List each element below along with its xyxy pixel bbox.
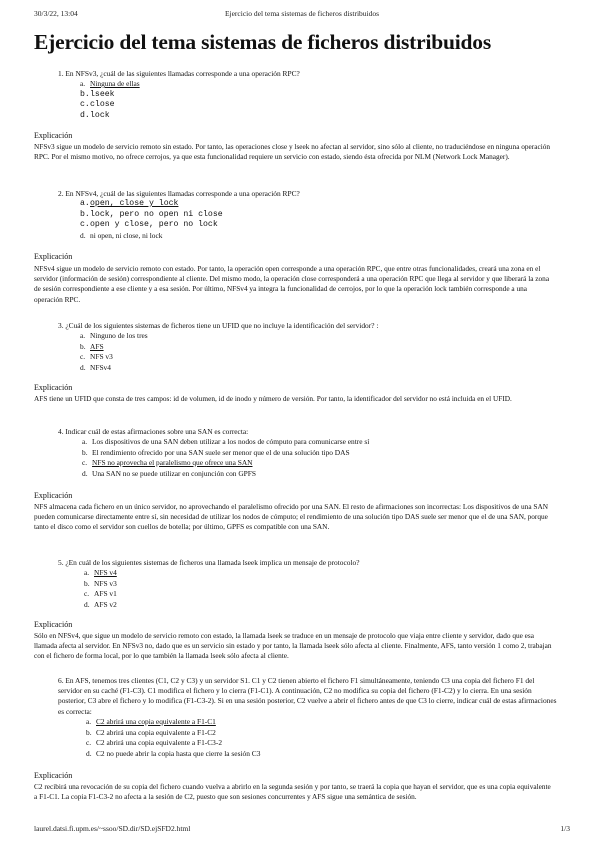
option[interactable]: a. Ninguno de los tres	[80, 331, 148, 340]
question-5: 5. ¿En cuál de los siguientes sistemas de ficheros una llamada lseek implica un mensaje de protocolo?	[58, 558, 360, 567]
explanation-heading: Explicación	[34, 383, 73, 392]
question-2: 2. En NFSv4, ¿cuál de las siguientes llamadas corresponde a una operación RPC?	[58, 189, 300, 198]
question-1-options	[80, 79, 140, 121]
explanation-heading: Explicación	[34, 252, 73, 261]
explanation-1: NFSv3 sigue un modelo de servicio remoto sin estado. Por tanto, las operaciones close y lseek no afectan al servidor, sino sólo al cliente, no traduciéndose en ninguna operación RPC. Por el mismo motivo, no ofrece cerrojos, ya que esta funcionalidad requiere un servicio con estado, siendo ésta ofrecida por NLM (Network Lock Manager).	[34, 142, 551, 162]
correct-answer: AFS	[90, 341, 104, 351]
option[interactable]: c.open y close, pero no lock	[80, 220, 218, 229]
question-3: 3. ¿Cuál de los siguientes sistemas de ficheros tiene un UFID que no incluye la identificación del servidor? :	[58, 321, 379, 330]
explanation-3: AFS tiene un UFID que consta de tres campos: id de volumen, id de inodo y número de versión. Por tanto, la identificador del servidor no está incluida en el UFID.	[34, 394, 512, 403]
print-doc-title: Ejercicio del tema sistemas de ficheros distribuidos	[224, 9, 380, 18]
correct-answer: open, close y lock	[90, 199, 179, 208]
option[interactable]: a.open, close y lock	[80, 199, 179, 208]
question-1: 1. En NFSv3, ¿cuál de las siguientes llamadas corresponde a una operación RPC?	[58, 69, 300, 78]
question-3-options	[80, 331, 148, 373]
correct-answer: C2 abrirá una copia equivalente a F1-C1	[96, 717, 216, 726]
correct-answer: Ninguna de ellas	[90, 79, 140, 88]
explanation-2: NFSv4 sigue un modelo de servicio remoto con estado. Por tanto, la operación open corresponde a una operación RPC, que entre otras funcionalidades, creará una zona en el servidor (información de sesión) correspondiente al cliente. Del mismo modo, la operación close corresponderá a una operación RPC que llega al servidor y que liberará la zona de sesión correspondiente a ese cliente y a esa sesión. Por último, NFSv4 ya integra la funcionalidad de cerrojos, por lo que la operación lock también corresponde a una operación RPC.	[34, 264, 550, 304]
explanation-4: NFS almacena cada fichero en un único servidor, no aprovechando el paralelismo ofrecido por una SAN. El resto de afirmaciones son incorrectas: Los dispositivos de una SAN pueden comunicarse directamente entre sí, sin necesidad de utilizar los nodos de cómputo; el rendimiento de una solución tipo DAS suele ser menor que el de una SAN, porque tanto el disco como el servidor son cuellos de botella; por último, GPFS es compatible con una SAN.	[34, 502, 548, 532]
question-6: 6. En AFS, tenemos tres clientes (C1, C2 y C3) y un servidor S1. C1 y C2 tienen abierto el fichero F1 simultáneamente, teniendo C3 una copia del fichero F1 del servidor en su caché (F1-C3). C1 modifica el fichero y lo cierra (F1-C1). A continuación, C2 no modifica su copia del fichero (F1-C2) y lo cierra. En una sesión posterior, C3 abre el fichero y lo modifica (F1-C3-2). Si en una sesión posterior, C2 vuelve a abrir el fichero antes de que C3 lo cierre, indicar cuál de estas afirmaciones es correcta:	[58, 676, 557, 716]
option[interactable]: b. El rendimiento ofrecido por una SAN suele ser menor que el de una solución tipo DAS	[82, 447, 350, 457]
explanation-heading: Explicación	[34, 620, 73, 629]
option[interactable]: c. NFS v3	[80, 352, 113, 361]
page-number: 1/3	[560, 824, 570, 833]
explanation-heading: Explicación	[34, 491, 73, 500]
option[interactable]: a. C2 abrirá una copia equivalente a F1-C1	[86, 717, 216, 726]
print-datetime: 30/3/22, 13:04	[34, 9, 78, 18]
question-6-options	[86, 717, 260, 759]
explanation-heading: Explicación	[34, 131, 73, 140]
explanation-5: Sólo en NFSv4, que sigue un modelo de servicio remoto con estado, la llamada lseek se traduce en un mensaje de protocolo que viaja entre cliente y servidor, dado que esa llamada afecta al servidor. En NFSv3 no, dado que es un servicio sin estado y por tanto, la llamada lseek sólo afecta al cliente. Finalmente, AFS, tanto versión 1 como 2, trabajan con el fichero de forma local, por lo que también la llamada lseek sólo afecta al cliente.	[34, 631, 552, 661]
option[interactable]: b.lseek	[80, 89, 115, 99]
option[interactable]: c. C2 abrirá una copia equivalente a F1-C3-2	[86, 738, 223, 747]
option[interactable]: b. C2 abrirá una copia equivalente a F1-C2	[86, 727, 216, 737]
option[interactable]: c. NFS no aprovecha el paralelismo que ofrece una SAN	[82, 458, 253, 467]
option[interactable]: d. ni open, ni close, ni lock	[80, 230, 163, 240]
option[interactable]: b. AFS	[80, 341, 104, 351]
option[interactable]: d. Una SAN no se puede utilizar en conjunción con GPFS	[82, 468, 257, 478]
option[interactable]: b.lock, pero no open ni close	[80, 209, 223, 219]
question-4-options	[82, 437, 369, 479]
explanation-6: C2 recibirá una revocación de su copia del fichero cuando vuelva a abrirlo en la segunda sesión y por tanto, se traerá la copia que hayan el servidor, que es una copia equivalente a F1-C1. La copia F1-C3-2 no afecta a la sesión de C2, puesto que son sesiones concurrentes y AFS sigue una semántica de sesión.	[34, 782, 551, 802]
option[interactable]: d. C2 no puede abrir la copia hasta que cierre la sesión C3	[86, 748, 261, 758]
option[interactable]: a. Los dispositivos de una SAN deben utilizar a los nodos de cómputo para comunicarse entre sí	[82, 437, 370, 446]
option[interactable]: d. NFSv4	[80, 362, 111, 372]
option[interactable]: a. NFS v4	[84, 568, 117, 577]
page-footer	[34, 824, 570, 833]
correct-answer: NFS no aprovecha el paralelismo que ofrece una SAN	[92, 458, 253, 467]
option[interactable]: d. AFS v2	[84, 599, 117, 609]
question-2-options	[80, 199, 223, 241]
option[interactable]: c. AFS v1	[84, 589, 117, 598]
page-url: laurel.datsi.fi.upm.es/~ssoo/SD.dir/SD.ejSFD2.html	[34, 824, 191, 833]
option[interactable]: a. Ninguna de ellas	[80, 79, 140, 88]
page-title: Ejercicio del tema sistemas de ficheros distribuidos	[34, 30, 491, 54]
question-4: 4. Indicar cuál de estas afirmaciones sobre una SAN es correcta:	[58, 427, 249, 436]
option[interactable]: c.close	[80, 100, 115, 109]
option[interactable]: b. NFS v3	[84, 578, 117, 588]
option[interactable]: d.lock	[80, 110, 110, 120]
correct-answer: NFS v4	[94, 568, 117, 577]
explanation-heading: Explicación	[34, 771, 73, 780]
question-5-options	[84, 568, 117, 610]
